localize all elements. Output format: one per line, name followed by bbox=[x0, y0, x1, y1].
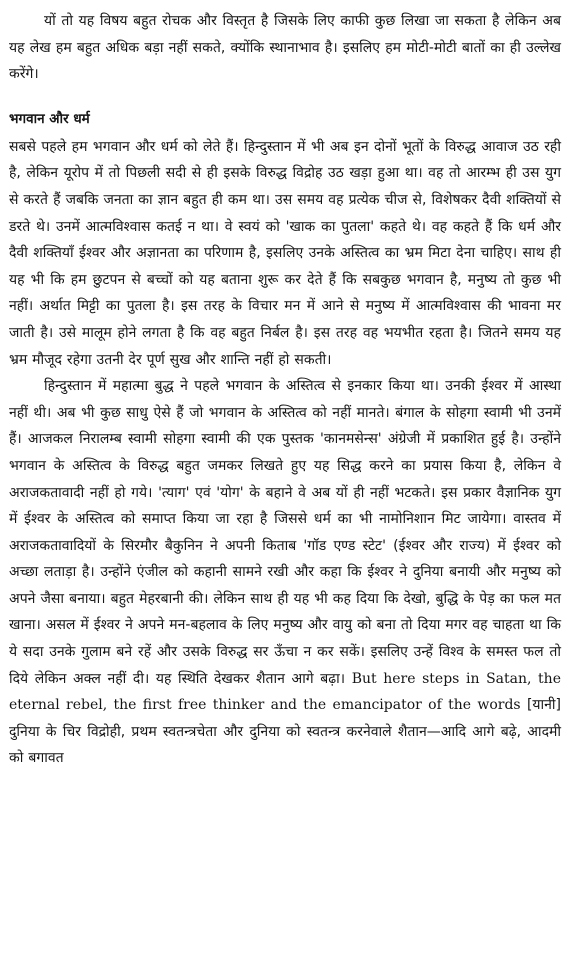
paragraph-god-and-religion: सबसे पहले हम भगवान और धर्म को लेते हैं। हिन्दुस्तान में भी अब इन दोनों भूतों के विरुद्ध आवाज उठ रही है, लेकिन यूरोप में तो पिछली सदी से ही इसके विरुद्ध विद्रोह उठ खड़ा हुआ था। वह तो आरम्भ ही उस युग से करते हैं जबकि जनता का ज्ञान बहुत ही कम था। उस समय वह प्रत्येक चीज से, विशेषकर दैवी शक्तियों से डरते थे। उनमें आत्मविश्वास कतई न था। वे स्वयं को 'खाक का पुतला' कहते थे। वह कहते हैं कि धर्म और दैवी शक्तियाँ ईश्वर और अज्ञानता का परिणाम है, इसलिए उनके अस्तित्व का भ्रम मिटा देना चाहिए। साथ ही यह भी कि हम छुटपन से बच्चों को यह बताना शुरू कर देते हैं कि सबकुछ भगवान है, मनुष्य तो कुछ भी नहीं। अर्थात मिट्टी का पुतला है। इस तरह के विचार मन में आने से मनुष्य में आत्मविश्वास की भावना मर जाती है। उसे मालूम होने लगता है कि वह बहुत निर्बल है। इस तरह वह भयभीत रहता है। जितने समय यह भ्रम मौजूद रहेगा उतनी देर पूर्ण सुख और शान्ति नहीं हो सकती। bbox=[9, 138, 561, 368]
english-quote: But here steps in Satan, the eternal rebel, the first free thinker and the emancipator of the words bbox=[9, 670, 561, 714]
paragraph-bakunin bbox=[9, 373, 561, 772]
paragraph-hindi-text: हिन्दुस्तान में महात्मा बुद्ध ने पहले भगवान के अस्तित्व से इनकार किया था। उनकी ईश्वर में आस्था नहीं थी। अब भी कुछ साधु ऐसे हैं जो भगवान के अस्तित्व को नहीं मानते। बंगाल के सोहगा स्वामी भी उनमें हैं। आजकल निरालम्ब स्वामी सोहगा स्वामी की एक पुस्तक 'कानमसेन्स' अंग्रेजी में प्रकाशित हुई है। उन्होंने भगवान के अस्तित्व के विरुद्ध बहुत जमकर लिखते हुए यह सिद्ध करने का प्रयास किया है, लेकिन वे अराजकतावादी नहीं हो गये। 'त्याग' एवं 'योग' के बहाने वे अब यों ही नहीं भटकते। इस प्रकार वैज्ञानिक युग में ईश्वर के अस्तित्व को समाप्त किया जा रहा है जिससे धर्म का भी नामोनिशान मिट जायेगा। वास्तव में अराजकतावादियों के सिरमौर बैकुनिन ने अपनी किताब 'गॉड एण्ड स्टेट' (ईश्वर और राज्य) में ईश्वर को अच्छा लताड़ा है। उन्होंने एंजील को कहानी सामने रखी और कहा कि ईश्वर ने दुनिया बनायी और मनुष्य को अपने जैसा बनाया। बहुत मेहरबानी की। लेकिन साथ ही यह भी कह दिया कि देखो, बुद्धि के पेड़ का फल मत खाना। असल में ईश्वर ने अपने मन-बहलाव के लिए मनुष्य और वायु को बना तो दिया मगर वह चाहता था कि ये सदा उनके गुलाम बने रहें और उसके विरुद्ध सर ऊँचा न कर सकें। इसलिए उन्हें विश्व के समस्त फल तो दिये लेकिन अक्ल नहीं दी। यह स्थिति देखकर शैतान आगे बढ़ा। bbox=[9, 378, 561, 687]
intro-paragraph: यों तो यह विषय बहुत रोचक और विस्तृत है जिसके लिए काफी कुछ लिखा जा सकता है लेकिन अब यह लेख हम बहुत अधिक बड़ा नहीं सकते, क्योंकि स्थानाभाव है। इसलिए हम मोटी-मोटी बातों का ही उल्लेख करेंगे। bbox=[9, 13, 561, 83]
section-heading: भगवान और धर्म bbox=[9, 110, 90, 127]
paragraph-tail-text: [यानी] दुनिया के चिर विद्रोही, प्रथम स्वतन्त्रचेता और दुनिया को स्वतन्त्र करनेवाले शैतान—आदि आगे बढ़े, आदमी को बगावत bbox=[9, 697, 562, 767]
